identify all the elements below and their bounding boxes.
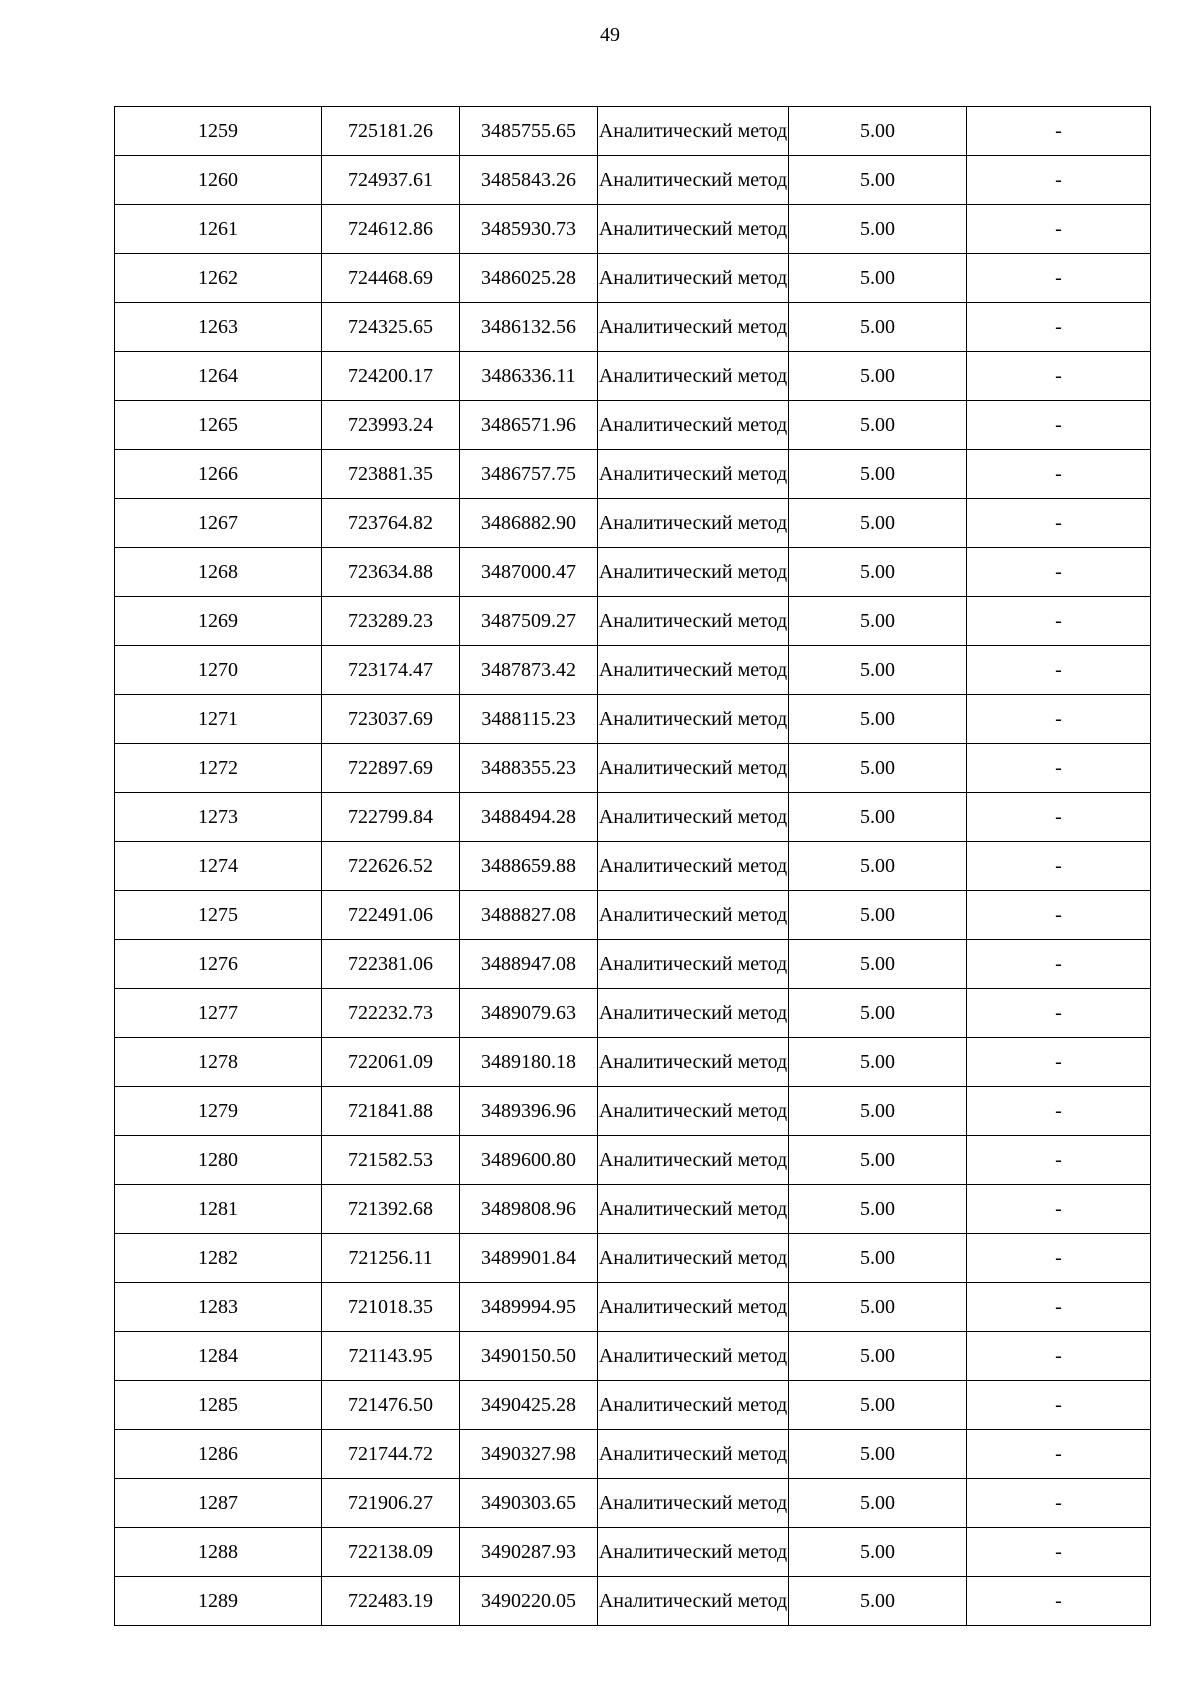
- method-cell: Аналитический метод: [598, 1479, 789, 1528]
- point-number-cell: 1266: [115, 450, 322, 499]
- method-cell: Аналитический метод: [598, 695, 789, 744]
- point-number-cell: 1265: [115, 401, 322, 450]
- table-row: [115, 989, 1151, 1038]
- description-cell: -: [967, 1234, 1151, 1283]
- description-cell: -: [967, 548, 1151, 597]
- description-cell: -: [967, 1381, 1151, 1430]
- x-coordinate-cell: 723289.23: [322, 597, 460, 646]
- precision-cell: 5.00: [789, 989, 967, 1038]
- y-coordinate-cell: 3490327.98: [460, 1430, 598, 1479]
- point-number-cell: 1289: [115, 1577, 322, 1626]
- method-cell: Аналитический метод: [598, 989, 789, 1038]
- description-cell: -: [967, 1136, 1151, 1185]
- table-row: [115, 1332, 1151, 1381]
- table-row: [115, 303, 1151, 352]
- description-cell: -: [967, 646, 1151, 695]
- table-row: [115, 254, 1151, 303]
- precision-cell: 5.00: [789, 1332, 967, 1381]
- point-number-cell: 1284: [115, 1332, 322, 1381]
- y-coordinate-cell: 3488947.08: [460, 940, 598, 989]
- x-coordinate-cell: 722381.06: [322, 940, 460, 989]
- point-number-cell: 1283: [115, 1283, 322, 1332]
- point-number-cell: 1263: [115, 303, 322, 352]
- table-row: [115, 1234, 1151, 1283]
- precision-cell: 5.00: [789, 1479, 967, 1528]
- x-coordinate-cell: 721476.50: [322, 1381, 460, 1430]
- description-cell: -: [967, 793, 1151, 842]
- y-coordinate-cell: 3489180.18: [460, 1038, 598, 1087]
- table-row: [115, 940, 1151, 989]
- table-row: [115, 842, 1151, 891]
- table-row: [115, 744, 1151, 793]
- page-number: 49: [600, 24, 620, 46]
- precision-cell: 5.00: [789, 1136, 967, 1185]
- description-cell: -: [967, 1087, 1151, 1136]
- method-cell: Аналитический метод: [598, 1185, 789, 1234]
- x-coordinate-cell: 723634.88: [322, 548, 460, 597]
- description-cell: -: [967, 254, 1151, 303]
- precision-cell: 5.00: [789, 940, 967, 989]
- point-number-cell: 1288: [115, 1528, 322, 1577]
- table-row: [115, 1577, 1151, 1626]
- method-cell: Аналитический метод: [598, 646, 789, 695]
- method-cell: Аналитический метод: [598, 597, 789, 646]
- description-cell: -: [967, 695, 1151, 744]
- point-number-cell: 1260: [115, 156, 322, 205]
- point-number-cell: 1268: [115, 548, 322, 597]
- x-coordinate-cell: 724200.17: [322, 352, 460, 401]
- description-cell: -: [967, 450, 1151, 499]
- x-coordinate-cell: 722626.52: [322, 842, 460, 891]
- table-row: [115, 107, 1151, 156]
- y-coordinate-cell: 3487873.42: [460, 646, 598, 695]
- point-number-cell: 1275: [115, 891, 322, 940]
- point-number-cell: 1287: [115, 1479, 322, 1528]
- precision-cell: 5.00: [789, 744, 967, 793]
- method-cell: Аналитический метод: [598, 548, 789, 597]
- method-cell: Аналитический метод: [598, 205, 789, 254]
- y-coordinate-cell: 3487509.27: [460, 597, 598, 646]
- x-coordinate-cell: 724468.69: [322, 254, 460, 303]
- precision-cell: 5.00: [789, 1283, 967, 1332]
- y-coordinate-cell: 3489994.95: [460, 1283, 598, 1332]
- table-row: [115, 1283, 1151, 1332]
- method-cell: Аналитический метод: [598, 940, 789, 989]
- method-cell: Аналитический метод: [598, 1430, 789, 1479]
- precision-cell: 5.00: [789, 1381, 967, 1430]
- description-cell: -: [967, 1479, 1151, 1528]
- method-cell: Аналитический метод: [598, 1038, 789, 1087]
- description-cell: -: [967, 940, 1151, 989]
- method-cell: Аналитический метод: [598, 499, 789, 548]
- point-number-cell: 1280: [115, 1136, 322, 1185]
- precision-cell: 5.00: [789, 1577, 967, 1626]
- x-coordinate-cell: 724937.61: [322, 156, 460, 205]
- table-row: [115, 352, 1151, 401]
- table-row: [115, 1087, 1151, 1136]
- method-cell: Аналитический метод: [598, 1087, 789, 1136]
- table-row: [115, 1381, 1151, 1430]
- x-coordinate-cell: 721841.88: [322, 1087, 460, 1136]
- x-coordinate-cell: 721582.53: [322, 1136, 460, 1185]
- x-coordinate-cell: 723764.82: [322, 499, 460, 548]
- x-coordinate-cell: 724325.65: [322, 303, 460, 352]
- point-number-cell: 1278: [115, 1038, 322, 1087]
- precision-cell: 5.00: [789, 1038, 967, 1087]
- description-cell: -: [967, 891, 1151, 940]
- y-coordinate-cell: 3486336.11: [460, 352, 598, 401]
- x-coordinate-cell: 722061.09: [322, 1038, 460, 1087]
- precision-cell: 5.00: [789, 401, 967, 450]
- method-cell: Аналитический метод: [598, 1528, 789, 1577]
- method-cell: Аналитический метод: [598, 254, 789, 303]
- description-cell: -: [967, 352, 1151, 401]
- precision-cell: 5.00: [789, 1234, 967, 1283]
- precision-cell: 5.00: [789, 107, 967, 156]
- method-cell: Аналитический метод: [598, 1234, 789, 1283]
- description-cell: -: [967, 1332, 1151, 1381]
- table-row: [115, 793, 1151, 842]
- precision-cell: 5.00: [789, 891, 967, 940]
- x-coordinate-cell: 721143.95: [322, 1332, 460, 1381]
- x-coordinate-cell: 723037.69: [322, 695, 460, 744]
- y-coordinate-cell: 3487000.47: [460, 548, 598, 597]
- x-coordinate-cell: 722138.09: [322, 1528, 460, 1577]
- method-cell: Аналитический метод: [598, 1332, 789, 1381]
- table-row: [115, 1185, 1151, 1234]
- method-cell: Аналитический метод: [598, 1136, 789, 1185]
- y-coordinate-cell: 3490425.28: [460, 1381, 598, 1430]
- y-coordinate-cell: 3488115.23: [460, 695, 598, 744]
- coordinates-table: [114, 106, 1151, 1626]
- method-cell: Аналитический метод: [598, 450, 789, 499]
- y-coordinate-cell: 3490303.65: [460, 1479, 598, 1528]
- description-cell: -: [967, 401, 1151, 450]
- precision-cell: 5.00: [789, 205, 967, 254]
- point-number-cell: 1276: [115, 940, 322, 989]
- y-coordinate-cell: 3489901.84: [460, 1234, 598, 1283]
- precision-cell: 5.00: [789, 842, 967, 891]
- x-coordinate-cell: 721906.27: [322, 1479, 460, 1528]
- table-row: [115, 597, 1151, 646]
- y-coordinate-cell: 3486132.56: [460, 303, 598, 352]
- y-coordinate-cell: 3488827.08: [460, 891, 598, 940]
- y-coordinate-cell: 3490287.93: [460, 1528, 598, 1577]
- y-coordinate-cell: 3489600.80: [460, 1136, 598, 1185]
- description-cell: -: [967, 156, 1151, 205]
- method-cell: Аналитический метод: [598, 352, 789, 401]
- precision-cell: 5.00: [789, 646, 967, 695]
- method-cell: Аналитический метод: [598, 303, 789, 352]
- method-cell: Аналитический метод: [598, 156, 789, 205]
- description-cell: -: [967, 989, 1151, 1038]
- table-row: [115, 695, 1151, 744]
- precision-cell: 5.00: [789, 695, 967, 744]
- x-coordinate-cell: 721392.68: [322, 1185, 460, 1234]
- description-cell: -: [967, 1283, 1151, 1332]
- y-coordinate-cell: 3489808.96: [460, 1185, 598, 1234]
- point-number-cell: 1272: [115, 744, 322, 793]
- y-coordinate-cell: 3485755.65: [460, 107, 598, 156]
- table-row: [115, 1430, 1151, 1479]
- description-cell: -: [967, 1430, 1151, 1479]
- description-cell: -: [967, 1577, 1151, 1626]
- method-cell: Аналитический метод: [598, 891, 789, 940]
- point-number-cell: 1269: [115, 597, 322, 646]
- point-number-cell: 1264: [115, 352, 322, 401]
- description-cell: -: [967, 1185, 1151, 1234]
- table-row: [115, 499, 1151, 548]
- point-number-cell: 1261: [115, 205, 322, 254]
- table-row: [115, 891, 1151, 940]
- x-coordinate-cell: 722483.19: [322, 1577, 460, 1626]
- y-coordinate-cell: 3489396.96: [460, 1087, 598, 1136]
- method-cell: Аналитический метод: [598, 1283, 789, 1332]
- table-row: [115, 1479, 1151, 1528]
- table-row: [115, 156, 1151, 205]
- point-number-cell: 1271: [115, 695, 322, 744]
- y-coordinate-cell: 3490220.05: [460, 1577, 598, 1626]
- description-cell: -: [967, 1528, 1151, 1577]
- point-number-cell: 1282: [115, 1234, 322, 1283]
- table-body: [115, 107, 1151, 1626]
- precision-cell: 5.00: [789, 1528, 967, 1577]
- table-row: [115, 1038, 1151, 1087]
- y-coordinate-cell: 3488659.88: [460, 842, 598, 891]
- precision-cell: 5.00: [789, 254, 967, 303]
- x-coordinate-cell: 723174.47: [322, 646, 460, 695]
- description-cell: -: [967, 1038, 1151, 1087]
- table-row: [115, 450, 1151, 499]
- y-coordinate-cell: 3488355.23: [460, 744, 598, 793]
- x-coordinate-cell: 721256.11: [322, 1234, 460, 1283]
- description-cell: -: [967, 499, 1151, 548]
- precision-cell: 5.00: [789, 793, 967, 842]
- precision-cell: 5.00: [789, 1185, 967, 1234]
- point-number-cell: 1262: [115, 254, 322, 303]
- precision-cell: 5.00: [789, 450, 967, 499]
- table-row: [115, 1136, 1151, 1185]
- point-number-cell: 1279: [115, 1087, 322, 1136]
- method-cell: Аналитический метод: [598, 107, 789, 156]
- description-cell: -: [967, 107, 1151, 156]
- precision-cell: 5.00: [789, 303, 967, 352]
- point-number-cell: 1281: [115, 1185, 322, 1234]
- x-coordinate-cell: 723993.24: [322, 401, 460, 450]
- precision-cell: 5.00: [789, 1087, 967, 1136]
- method-cell: Аналитический метод: [598, 1381, 789, 1430]
- point-number-cell: 1259: [115, 107, 322, 156]
- y-coordinate-cell: 3486025.28: [460, 254, 598, 303]
- y-coordinate-cell: 3488494.28: [460, 793, 598, 842]
- point-number-cell: 1274: [115, 842, 322, 891]
- x-coordinate-cell: 725181.26: [322, 107, 460, 156]
- y-coordinate-cell: 3485843.26: [460, 156, 598, 205]
- point-number-cell: 1267: [115, 499, 322, 548]
- precision-cell: 5.00: [789, 1430, 967, 1479]
- x-coordinate-cell: 721744.72: [322, 1430, 460, 1479]
- x-coordinate-cell: 722897.69: [322, 744, 460, 793]
- precision-cell: 5.00: [789, 352, 967, 401]
- x-coordinate-cell: 722232.73: [322, 989, 460, 1038]
- description-cell: -: [967, 205, 1151, 254]
- method-cell: Аналитический метод: [598, 744, 789, 793]
- description-cell: -: [967, 842, 1151, 891]
- point-number-cell: 1277: [115, 989, 322, 1038]
- x-coordinate-cell: 722799.84: [322, 793, 460, 842]
- x-coordinate-cell: 721018.35: [322, 1283, 460, 1332]
- method-cell: Аналитический метод: [598, 842, 789, 891]
- table-row: [115, 1528, 1151, 1577]
- y-coordinate-cell: 3486757.75: [460, 450, 598, 499]
- point-number-cell: 1286: [115, 1430, 322, 1479]
- x-coordinate-cell: 724612.86: [322, 205, 460, 254]
- description-cell: -: [967, 303, 1151, 352]
- table-row: [115, 548, 1151, 597]
- y-coordinate-cell: 3486571.96: [460, 401, 598, 450]
- x-coordinate-cell: 723881.35: [322, 450, 460, 499]
- precision-cell: 5.00: [789, 499, 967, 548]
- precision-cell: 5.00: [789, 156, 967, 205]
- description-cell: -: [967, 597, 1151, 646]
- description-cell: -: [967, 744, 1151, 793]
- y-coordinate-cell: 3490150.50: [460, 1332, 598, 1381]
- table-row: [115, 205, 1151, 254]
- point-number-cell: 1273: [115, 793, 322, 842]
- method-cell: Аналитический метод: [598, 793, 789, 842]
- precision-cell: 5.00: [789, 548, 967, 597]
- y-coordinate-cell: 3486882.90: [460, 499, 598, 548]
- table-row: [115, 401, 1151, 450]
- point-number-cell: 1270: [115, 646, 322, 695]
- method-cell: Аналитический метод: [598, 1577, 789, 1626]
- y-coordinate-cell: 3489079.63: [460, 989, 598, 1038]
- method-cell: Аналитический метод: [598, 401, 789, 450]
- y-coordinate-cell: 3485930.73: [460, 205, 598, 254]
- x-coordinate-cell: 722491.06: [322, 891, 460, 940]
- point-number-cell: 1285: [115, 1381, 322, 1430]
- table-row: [115, 646, 1151, 695]
- precision-cell: 5.00: [789, 597, 967, 646]
